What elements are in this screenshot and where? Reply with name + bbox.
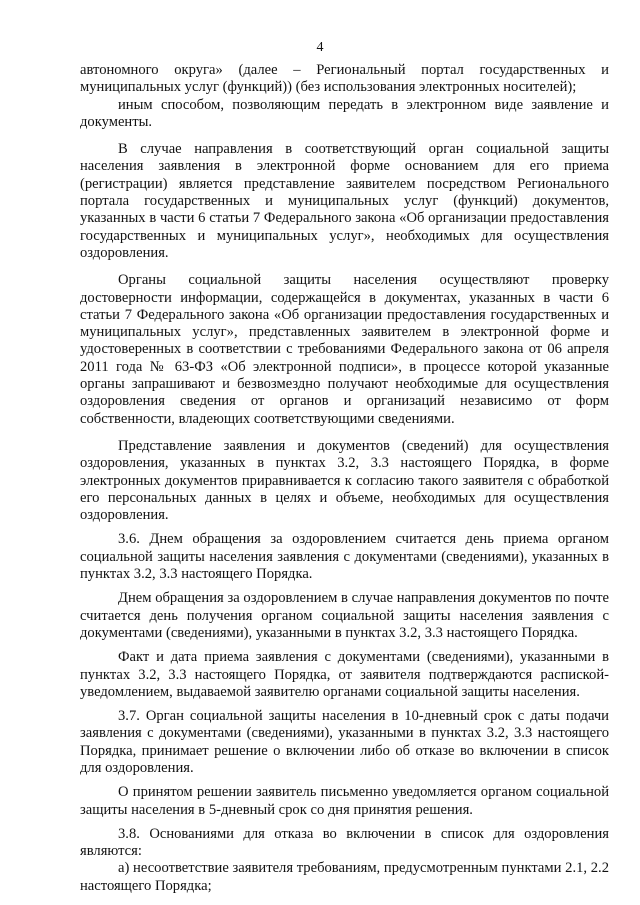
paragraph-postal-application-day: Днем обращения за оздоровлением в случае направления документов по почте считается день получения органом социальной защиты населения заявления с документами (сведениями), указанными в пунктах 3.2, 3.3 настоящего Порядка. <box>80 590 609 641</box>
paragraph-other-method: иным способом, позволяющим передать в электронном виде заявление и документы. <box>80 96 609 130</box>
paragraph-electronic-form-basis: В случае направления в соответствующий орган социальной защиты населения заявления в электронной форме основанием для его приема (регистрации) является представление заявителем посредством Регионального портала государственных и муниципальных услуг (функций) документов, указанных в части 6 статьи 7 Федерального закона «Об организации предоставления государственных и муниципальных услуг», необходимых для осуществления оздоровления. <box>80 141 609 261</box>
paragraph-3-7-decision: 3.7. Орган социальной защиты населения в 10-дневный срок с даты подачи заявления с документами (сведениями), указанными в пунктах 3.2, 3.3 настоящего Порядка, принимает решение о включении либо об отказе во включении в список для оздоровления. <box>80 708 609 776</box>
paragraph-portal-continuation: автономного округа» (далее – Региональный портал государственных и муниципальных услуг (функций)) (без использования электронных носителей); <box>80 62 609 96</box>
page-number: 4 <box>316 40 324 55</box>
paragraph-verification: Органы социальной защиты населения осуществляют проверку достоверности информации, содержащейся в документах, указанных в части 6 статьи 7 Федерального закона «Об организации предоставления государственных и муниципальных услуг», представленных заявителем в электронной форме и удостоверенных в соответствии с требованиями Федерального закона от 06 апреля 2011 года № 63-ФЗ «Об электронной подписи», в процессе которой указанные органы запрашивают и безвозмездно получают необходимые для осуществления оздоровления сведения от органов и организаций независимо от форм собственности, владеющих соответствующими сведениями. <box>80 272 609 427</box>
paragraph-receipt-notification: Факт и дата приема заявления с документами (сведениями), указанными в пунктах 3.2, 3.3 настоящего Порядка, от заявителя подтверждаются распиской-уведомлением, выдаваемой заявителю органами социальной защиты населения. <box>80 649 609 700</box>
paragraph-decision-notice: О принятом решении заявитель письменно уведомляется органом социальной защиты населения в 5-дневный срок со дня принятия решения. <box>80 784 609 818</box>
paragraph-refusal-item-a: а) несоответствие заявителя требованиям, предусмотренным пунктами 2.1, 2.2 настоящего Порядка; <box>80 860 609 894</box>
paragraph-3-8-refusal-grounds: 3.8. Основаниями для отказа во включении в список для оздоровления являются: <box>80 825 609 860</box>
document-body <box>80 62 609 895</box>
paragraph-consent-personal-data: Представление заявления и документов (сведений) для осуществления оздоровления, указанных в пунктах 3.2, 3.3 настоящего Порядка, в форме электронных документов приравнивается к согласию такого заявителя с обработкой его персональных данных в целях и объеме, необходимых для осуществления оздоровления. <box>80 437 609 524</box>
paragraph-3-6-application-day: 3.6. Днем обращения за оздоровлением считается день приема органом социальной защиты населения заявления с документами (сведениями), указанных в пунктах 3.2, 3.3 настоящего Порядка. <box>80 531 609 583</box>
